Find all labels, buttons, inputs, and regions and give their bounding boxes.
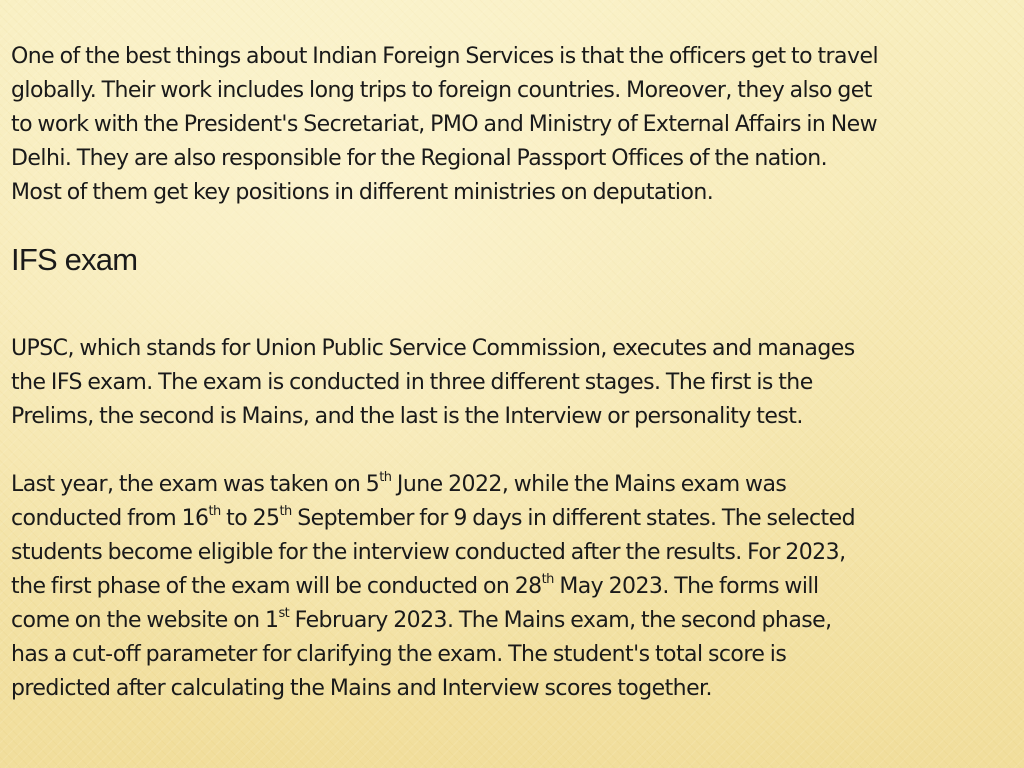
- schedule-paragraph: [11, 468, 1015, 706]
- ordinal-suffix: th: [541, 571, 554, 587]
- schedule-text: students become eligible for the interview conducted after the results. For 2023,: [11, 540, 846, 565]
- upsc-paragraph: [11, 332, 1015, 434]
- intro-line: to work with the President's Secretariat, PMO and Ministry of External Affairs in New: [11, 112, 878, 137]
- section-heading: IFS exam: [11, 242, 138, 277]
- intro-paragraph: [11, 40, 1015, 210]
- upsc-line: the IFS exam. The exam is conducted in three different stages. The first is the: [11, 370, 813, 395]
- ordinal-suffix: st: [278, 605, 290, 621]
- schedule-text: the first phase of the exam will be conducted on 28: [11, 574, 542, 599]
- ordinal-suffix: th: [279, 503, 292, 519]
- schedule-text: predicted after calculating the Mains and Interview scores together.: [11, 676, 712, 701]
- intro-line: Delhi. They are also responsible for the Regional Passport Offices of the nation.: [11, 146, 828, 171]
- schedule-text: has a cut-off parameter for clarifying the exam. The student's total score is: [11, 642, 787, 667]
- schedule-text: February 2023. The Mains exam, the second phase,: [289, 608, 832, 633]
- schedule-text: Last year, the exam was taken on 5: [11, 472, 380, 497]
- schedule-text: June 2022, while the Mains exam was: [391, 472, 787, 497]
- slide-content: [11, 40, 1015, 706]
- schedule-text: come on the website on 1: [11, 608, 279, 633]
- schedule-text: May 2023. The forms will: [553, 574, 819, 599]
- upsc-line: Prelims, the second is Mains, and the last is the Interview or personality test.: [11, 404, 803, 429]
- intro-line: One of the best things about Indian Foreign Services is that the officers get to travel: [11, 44, 879, 69]
- schedule-text: to 25: [220, 506, 280, 531]
- ordinal-suffix: th: [379, 469, 392, 485]
- schedule-text: conducted from 16: [11, 506, 209, 531]
- schedule-text: September for 9 days in different states. The selected: [291, 506, 856, 531]
- intro-line: Most of them get key positions in different ministries on deputation.: [11, 180, 714, 205]
- intro-line: globally. Their work includes long trips to foreign countries. Moreover, they also get: [11, 78, 872, 103]
- upsc-line: UPSC, which stands for Union Public Service Commission, executes and manages: [11, 336, 855, 361]
- ordinal-suffix: th: [208, 503, 221, 519]
